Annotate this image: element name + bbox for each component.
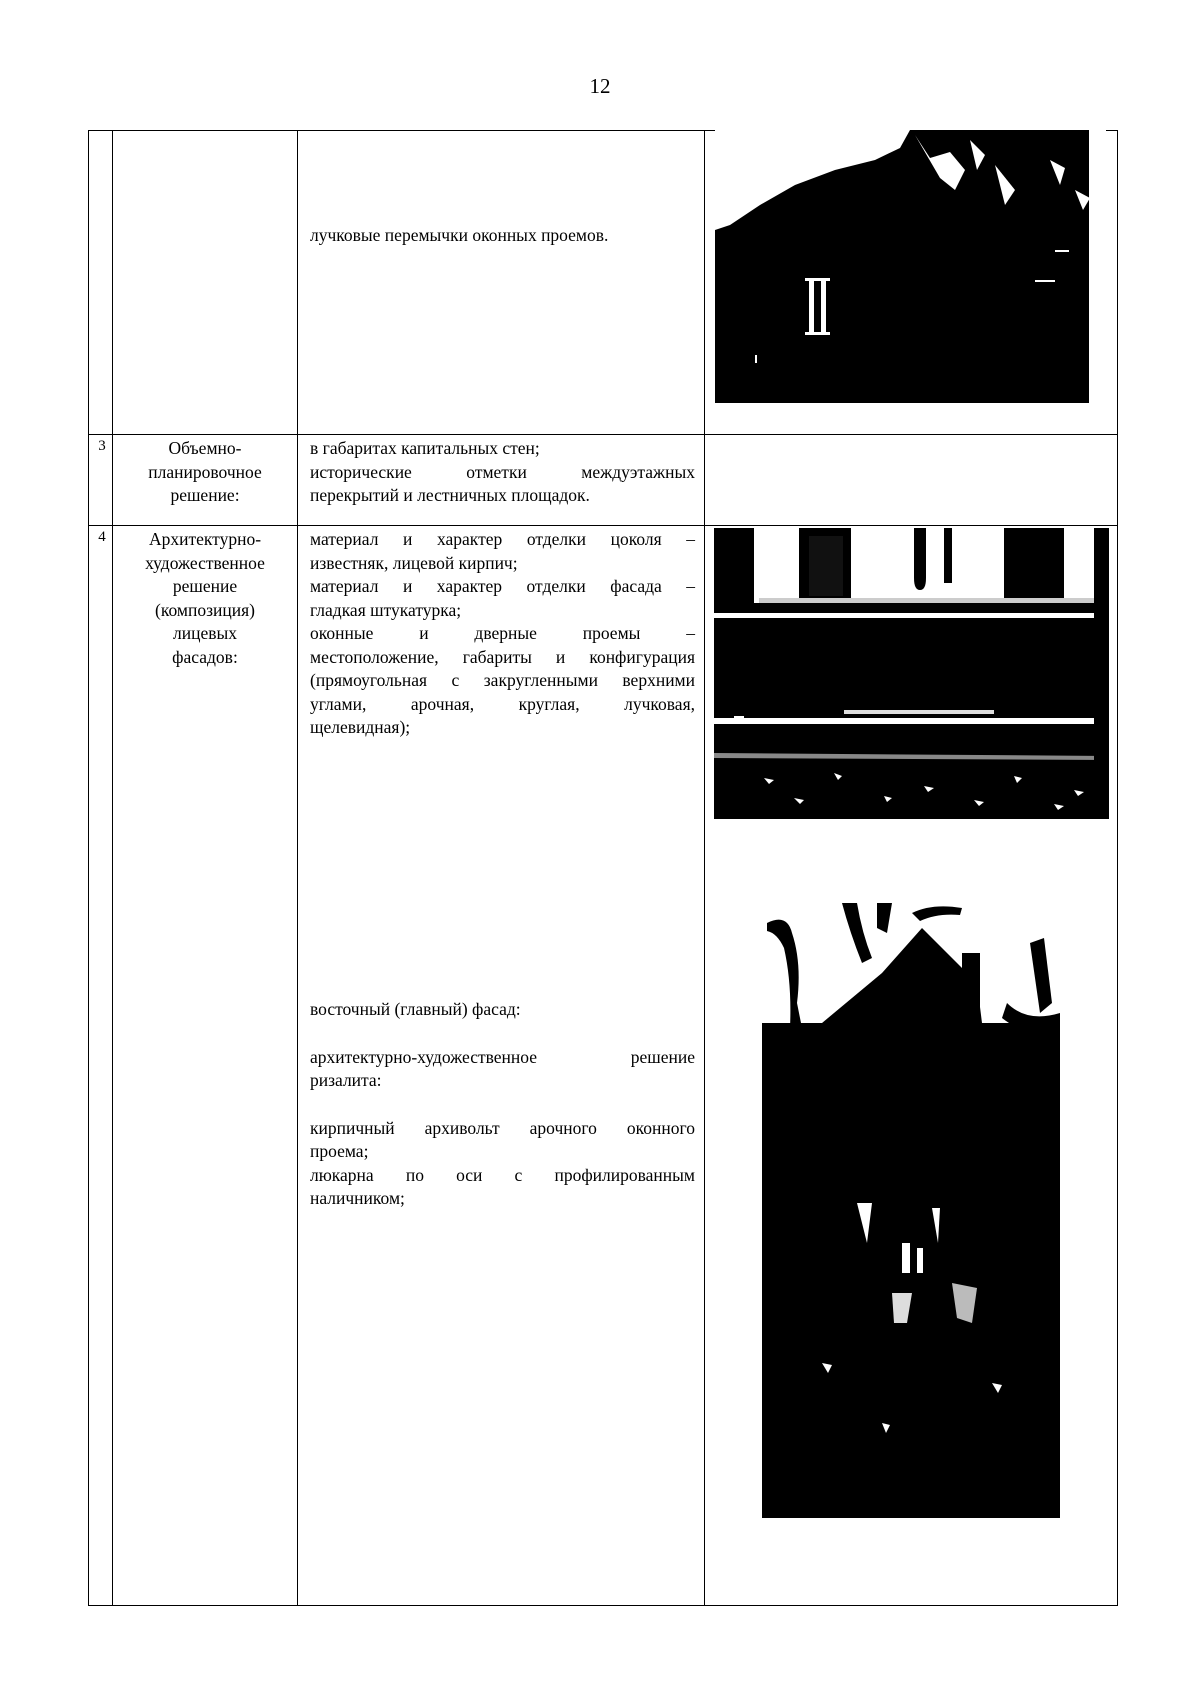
building-window-photo xyxy=(715,130,1106,420)
column-divider xyxy=(297,130,298,1606)
text-line: архитектурно-художественное решение xyxy=(310,1046,695,1067)
row-4-name xyxy=(114,528,296,669)
name-line: планировочное xyxy=(148,461,262,482)
text-line: местоположение, габариты и конфигурация xyxy=(310,646,695,667)
text-line: проема; xyxy=(310,1141,369,1161)
name-line: (композиция) xyxy=(155,599,255,620)
page-number: 12 xyxy=(589,74,611,98)
facade-plinth-photo xyxy=(714,528,1109,819)
name-line: решение xyxy=(172,576,238,596)
name-line: Объемно- xyxy=(168,438,242,458)
row-divider xyxy=(88,434,1118,435)
text-line: углами, арочная, круглая, лучковая, xyxy=(310,693,695,714)
row-number: 4 xyxy=(98,529,106,545)
text-line: оконные и дверные проемы – xyxy=(310,623,695,643)
name-line: лицевых xyxy=(172,623,237,643)
text-line: перекрытий и лестничных площадок. xyxy=(310,485,590,505)
text-line: материал и характер отделки фасада – xyxy=(310,576,695,596)
row-4-facade-description xyxy=(310,998,695,1211)
text-line: щелевидная); xyxy=(310,717,411,737)
text-line: известняк, лицевой кирпич; xyxy=(310,552,518,573)
text-line: гладкая штукатурка; xyxy=(310,599,462,620)
text-line: (прямоугольная с закругленными верхними xyxy=(310,670,695,690)
name-line: Архитектурно- xyxy=(148,529,262,549)
text-line: лучковые перемычки оконных проемов. xyxy=(310,225,609,245)
column-divider xyxy=(112,130,113,1606)
text-line: в габаритах капитальных стен; xyxy=(310,438,540,458)
row-divider xyxy=(88,525,1118,526)
row-number: 3 xyxy=(98,438,106,454)
row-4-description xyxy=(310,528,695,740)
row-3-description xyxy=(310,437,695,508)
text-line: восточный (главный) фасад: xyxy=(310,999,521,1019)
row-3-name xyxy=(114,437,296,508)
table-row-continuation-text xyxy=(310,224,695,248)
text-line: кирпичный архивольт арочного оконного xyxy=(310,1117,695,1138)
name-line: решение: xyxy=(170,485,240,505)
text-line: ризалита: xyxy=(310,1070,382,1090)
name-line: художественное xyxy=(145,552,265,573)
name-line: фасадов: xyxy=(172,646,238,667)
text-line: наличником; xyxy=(310,1188,405,1208)
text-line: исторические отметки междуэтажных xyxy=(310,461,695,482)
text-line: люкарна по оси с профилированным xyxy=(310,1164,695,1185)
column-divider xyxy=(704,130,705,1606)
risalit-photo xyxy=(762,903,1060,1518)
text-line: материал и характер отделки цоколя – xyxy=(310,529,695,549)
